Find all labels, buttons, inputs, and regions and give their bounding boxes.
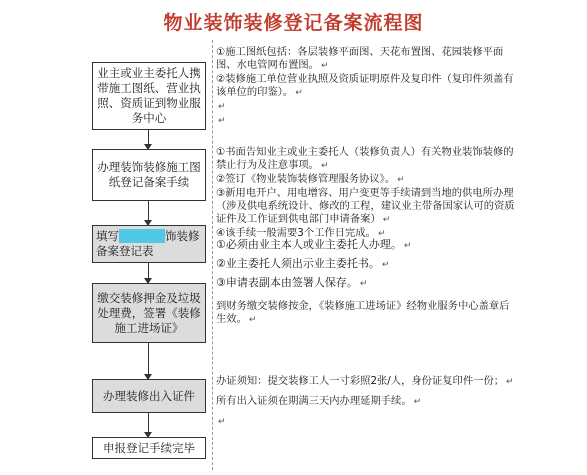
note-line: 到财务缴交装修按金，《装修施工进场证》经物业服务中心盖章后生效。 ↵: [216, 300, 510, 325]
page-title: 物业装饰装修登记备案流程图: [163, 12, 424, 34]
note-line: ↵: [218, 417, 226, 427]
redacted-highlight: 装修登记: [119, 229, 165, 243]
step-label: 填写装修登记饰装修备案登记表: [96, 229, 200, 258]
notes-group-4: [216, 300, 516, 327]
note-line: ②装修施工单位营业执照及资质证明原件及复印件（复印件须盖有该单位的印鉴）。 ↵: [216, 73, 514, 98]
flow-arrow: [148, 201, 149, 225]
step-entry-pass-box: [92, 379, 206, 413]
step-label: 办理装修出入证件: [103, 388, 195, 403]
flow-arrow: [148, 413, 149, 437]
step-pay-deposit-box: [92, 283, 206, 343]
note-line: ①施工图纸包括：各层装修平面图、天花布置图、花园装修平面图、水电管网布置图。 ↵: [216, 46, 504, 71]
note-line: ②签订《物业装饰装修管理服务协议》。 ↵: [216, 173, 405, 185]
note-line: 所有出入证须在期满三天内办理延期手续。 ↵: [216, 395, 422, 407]
notes-group-5: [216, 372, 516, 432]
note-line: ①必须由业主本人或业主委托人办理。 ↵: [216, 238, 412, 251]
flow-arrow: [148, 130, 149, 149]
note-line: ①书面告知业主或业主委托人（装修负责人）有关物业装饰装修的禁止行为及注意事项。 ↵: [216, 146, 514, 171]
step-label: 业主或业主委托人携带施工图纸、营业执照、资质证到物业服务中心: [97, 66, 201, 125]
note-line: 办证须知：提交装修工人一寸彩照2张/人，身份证复印件一份； ↵: [216, 375, 514, 387]
note-line: ↵: [218, 102, 226, 112]
step-submit-documents-box: [92, 62, 206, 130]
notes-group-2: [216, 146, 516, 241]
step-fill-form-box: [92, 225, 206, 263]
flow-arrow: [148, 263, 149, 283]
step-label: 申报登记手续完毕: [103, 440, 195, 455]
note-line: ③新用电开户、用电增容、用户变更等手续请到当地的供电所办理（涉及供电系统设计、修改的工程，建议业主带备国家认可的资质证件及工作证到供电部门申请备案） ↵: [216, 187, 515, 225]
note-line: ③申请表副本由签署人保存。 ↵: [216, 276, 368, 289]
notes-group-1: [216, 46, 516, 128]
step-label: 办理装饰装修施工图纸登记备案手续: [97, 160, 201, 189]
notes-group-3: [216, 236, 516, 293]
divider-line: [212, 40, 213, 470]
step-label: 缴交装修押金及垃圾处理费，签署《装修施工进场证》: [97, 290, 201, 335]
flow-arrow: [148, 343, 149, 379]
note-line: ②业主委托人须出示业主委托书。 ↵: [216, 257, 390, 270]
step-complete-box: [92, 437, 206, 459]
note-line: ④该手续一般需要3个工作日完成。 ↵: [216, 227, 386, 239]
note-line: ↵: [218, 116, 226, 126]
step-register-drawings-box: [92, 149, 206, 201]
